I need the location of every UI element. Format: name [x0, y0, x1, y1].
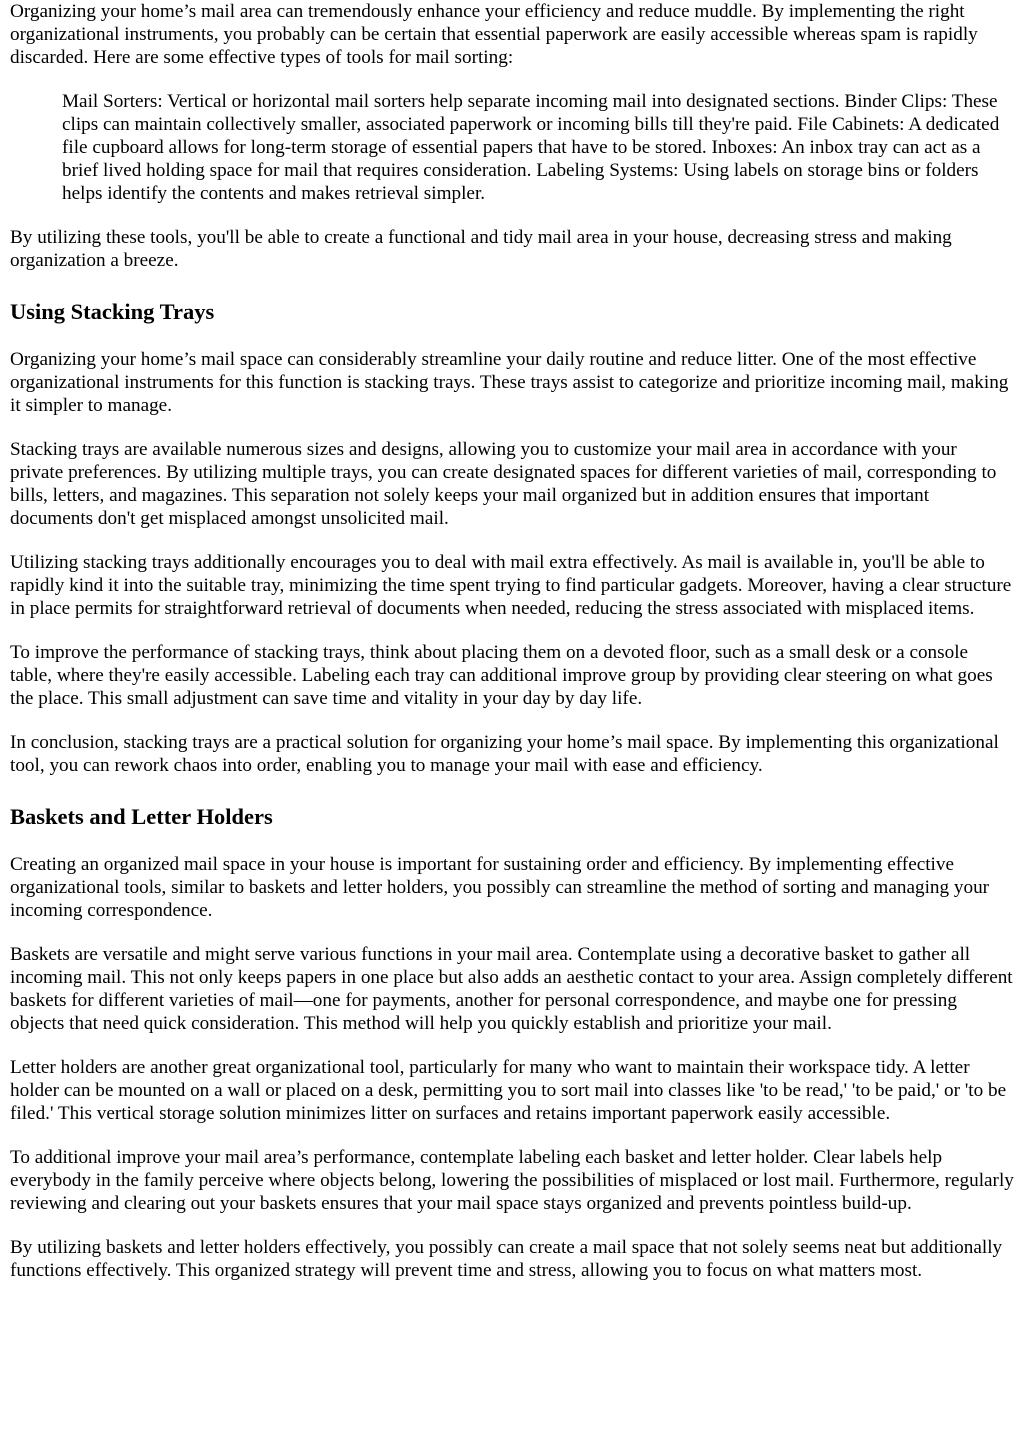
- baskets-paragraph-3: Letter holders are another great organizational tool, particularly for many who want to maintain their workspace tidy. A letter holder can be mounted on a wall or placed on a desk, permitting you to sort mail into classes like 'to be read,' 'to be paid,' or 'to be filed.' This vertical storage solution minimizes litter on surfaces and retains important paperwork easily accessible.: [10, 1057, 1007, 1124]
- stacking-paragraph-5: In conclusion, stacking trays are a practical solution for organizing your home’s mail space. By implementing this organizational tool, you can rework chaos into order, enabling you to manage your mail with ease and efficiency.: [10, 732, 999, 776]
- stacking-paragraph-1: Organizing your home’s mail space can considerably streamline your daily routine and reduce litter. One of the most effective organizational instruments for this function is stacking trays. These trays assist to categorize and prioritize incoming mail, making it simpler to manage.: [10, 349, 1009, 416]
- stacking-paragraph-4: To improve the performance of stacking trays, think about placing them on a devoted floor, such as a small desk or a console table, where they're easily accessible. Labeling each tray can additional improve group by providing clear steering on what goes the place. This small adjustment can save time and vitality in your day by day life.: [10, 642, 993, 709]
- stacking-paragraph-3: Utilizing stacking trays additionally encourages you to deal with mail extra effectively. As mail is available in, you'll be able to rapidly kind it into the suitable tray, minimizing the time spent trying to find particular gadgets. Moreover, having a clear structure in place permits for straightforward retrieval of documents when needed, reducing the stress associated with misplaced items.: [10, 552, 1012, 619]
- stacking-trays-heading: Using Stacking Trays: [10, 299, 215, 324]
- tools-list: Mail Sorters: Vertical or horizontal mail sorters help separate incoming mail into designated sections. Binder Clips: These clips can maintain collectively smaller, associated paperwork or incoming bills till they're paid. File Cabinets: A dedicated file cupboard allows for long-term storage of essential papers that have to be stored. Inboxes: An inbox tray can act as a brief lived holding space for mail that requires consideration. Labeling Systems: Using labels on storage bins or folders helps identify the contents and makes retrieval simpler.: [62, 91, 1000, 204]
- baskets-paragraph-2: Baskets are versatile and might serve various functions in your mail area. Contemplate using a decorative basket to gather all incoming mail. This not only keeps papers in one place but also adds an aesthetic contact to your area. Assign completely different baskets for different varieties of mail—one for payments, another for personal correspondence, and maybe one for pressing objects that need quick consideration. This method will help you quickly establish and prioritize your mail.: [10, 944, 1013, 1034]
- baskets-paragraph-1: Creating an organized mail space in your house is important for sustaining order and efficiency. By implementing effective organizational tools, similar to baskets and letter holders, you possibly can streamline the method of sorting and managing your incoming correspondence.: [10, 854, 990, 921]
- baskets-heading: Baskets and Letter Holders: [10, 804, 273, 829]
- stacking-paragraph-2: Stacking trays are available numerous sizes and designs, allowing you to customize your mail area in accordance with your private preferences. By utilizing multiple trays, you can create designated spaces for different varieties of mail, corresponding to bills, letters, and magazines. This separation not solely keeps your mail organized but in addition ensures that important documents don't get misplaced amongst unsolicited mail.: [10, 439, 997, 529]
- intro-paragraph: Organizing your home’s mail area can tremendously enhance your efficiency and reduce muddle. By implementing the right organizational instruments, you probably can be certain that essential paperwork are easily accessible whereas spam is rapidly discarded. Here are some effective types of tools for mail sorting:: [10, 1, 978, 68]
- intro-closing-paragraph: By utilizing these tools, you'll be able to create a functional and tidy mail area in your house, decreasing stress and making organization a breeze.: [10, 227, 952, 271]
- baskets-paragraph-4: To additional improve your mail area’s performance, contemplate labeling each basket and letter holder. Clear labels help everybody in the family perceive where objects belong, lowering the possibilities of misplaced or lost mail. Furthermore, regularly reviewing and clearing out your baskets ensures that your mail space stays organized and prevents pointless build-up.: [10, 1147, 1014, 1214]
- baskets-paragraph-5: By utilizing baskets and letter holders effectively, you possibly can create a mail space that not solely seems neat but additionally functions effectively. This organized strategy will prevent time and stress, allowing you to focus on what matters most.: [10, 1237, 1003, 1281]
